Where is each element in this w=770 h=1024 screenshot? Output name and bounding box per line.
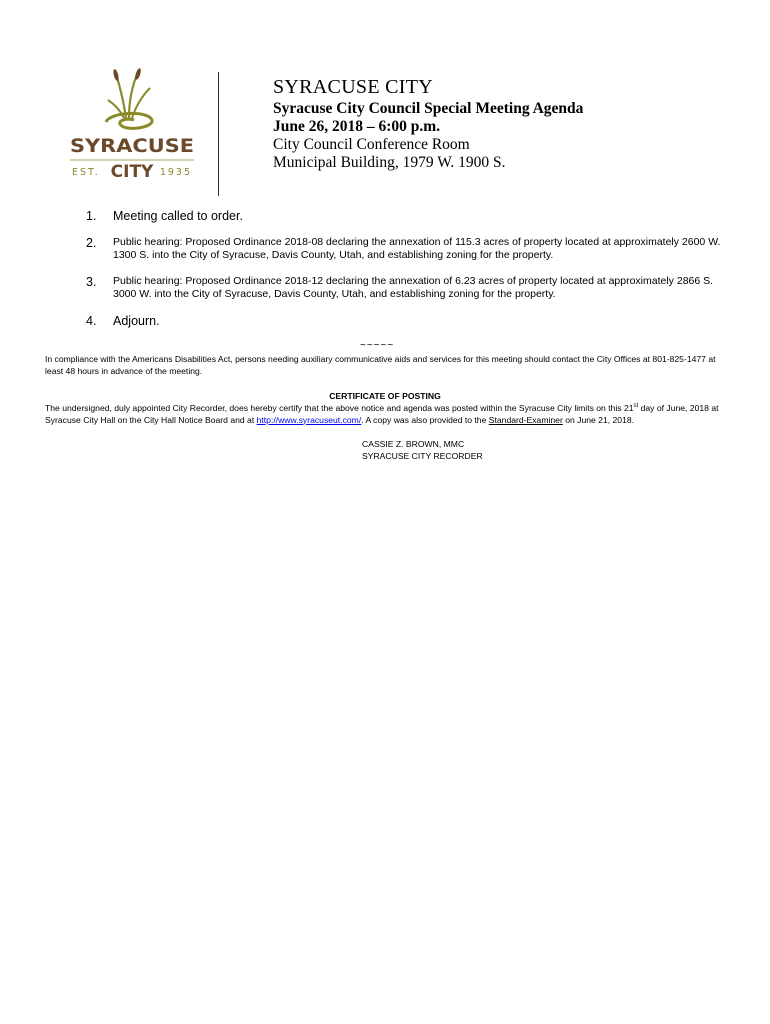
agenda-item-text: Meeting called to order. — [113, 209, 243, 223]
certificate-text: day of June, 2018 at Syracuse City Hall on the City Hall Notice Board and at — [45, 403, 719, 425]
agenda-item-number: 2. — [86, 236, 97, 250]
agenda-item-number: 4. — [86, 314, 97, 328]
meeting-title: Syracuse City Council Special Meeting Agenda — [273, 100, 584, 117]
agenda-item — [86, 275, 736, 301]
agenda-item — [86, 236, 736, 262]
meeting-room: City Council Conference Room — [273, 136, 470, 153]
agenda-item-number: 1. — [86, 209, 97, 223]
logo-word-city: CITY — [110, 162, 154, 182]
recorder-name: CASSIE Z. BROWN, MMC — [362, 439, 465, 449]
recorder-title: SYRACUSE CITY RECORDER — [362, 450, 483, 461]
certificate-text: . A copy was also provided to the — [361, 414, 489, 425]
certificate-text: The undersigned, duly appointed City Recorder, does hereby certify that the above notice and agenda was posted within the Syracuse City limits on this 21 — [45, 403, 634, 413]
agenda-item-number: 3. — [86, 275, 97, 289]
website-link[interactable]: http://www.syracuseut.com/ — [256, 414, 362, 425]
logo-year: 1935 — [159, 167, 192, 178]
signature-block — [362, 439, 483, 462]
city-title: SYRACUSE CITY — [273, 76, 434, 98]
certificate-body — [45, 403, 735, 426]
agenda-list — [86, 209, 736, 341]
header-divider — [218, 72, 219, 196]
logo-est: EST. — [72, 167, 100, 178]
ada-notice: In compliance with the Americans Disabilities Act, persons needing auxiliary communicative aids and services for this meeting should contact the City Offices at 801-825-1477 at least 48 hours in advance of the meeting. — [45, 354, 716, 376]
agenda-item — [86, 314, 736, 328]
section-separator: ~~~~~ — [360, 340, 395, 351]
agenda-item-text: Public hearing: Proposed Ordinance 2018-08 declaring the annexation of 115.3 acres of property located at approximately 2600 W. 1300 S. into the City of Syracuse, Davis County, Utah, and establishing zoning for the property. — [113, 236, 721, 261]
syracuse-city-logo — [66, 66, 198, 186]
logo-word-syracuse: SYRACUSE — [70, 135, 194, 157]
newspaper-name: Standard-Examiner — [488, 414, 563, 425]
certificate-text: on June 21, 2018. — [562, 414, 635, 425]
agenda-item — [86, 209, 736, 223]
header-block — [273, 76, 583, 172]
agenda-item-text: Adjourn. — [113, 314, 160, 328]
certificate-title: CERTIFICATE OF POSTING — [329, 391, 441, 401]
agenda-item-text: Public hearing: Proposed Ordinance 2018-12 declaring the annexation of 6.23 acres of property located at approximately 2866 S. 3000 W. into the City of Syracuse, Davis County, Utah, and establishing zoning for the property. — [113, 275, 714, 300]
meeting-date-time: June 26, 2018 – 6:00 p.m. — [273, 118, 441, 135]
ordinal-suffix: st — [633, 403, 639, 410]
meeting-location: Municipal Building, 1979 W. 1900 S. — [273, 154, 506, 171]
